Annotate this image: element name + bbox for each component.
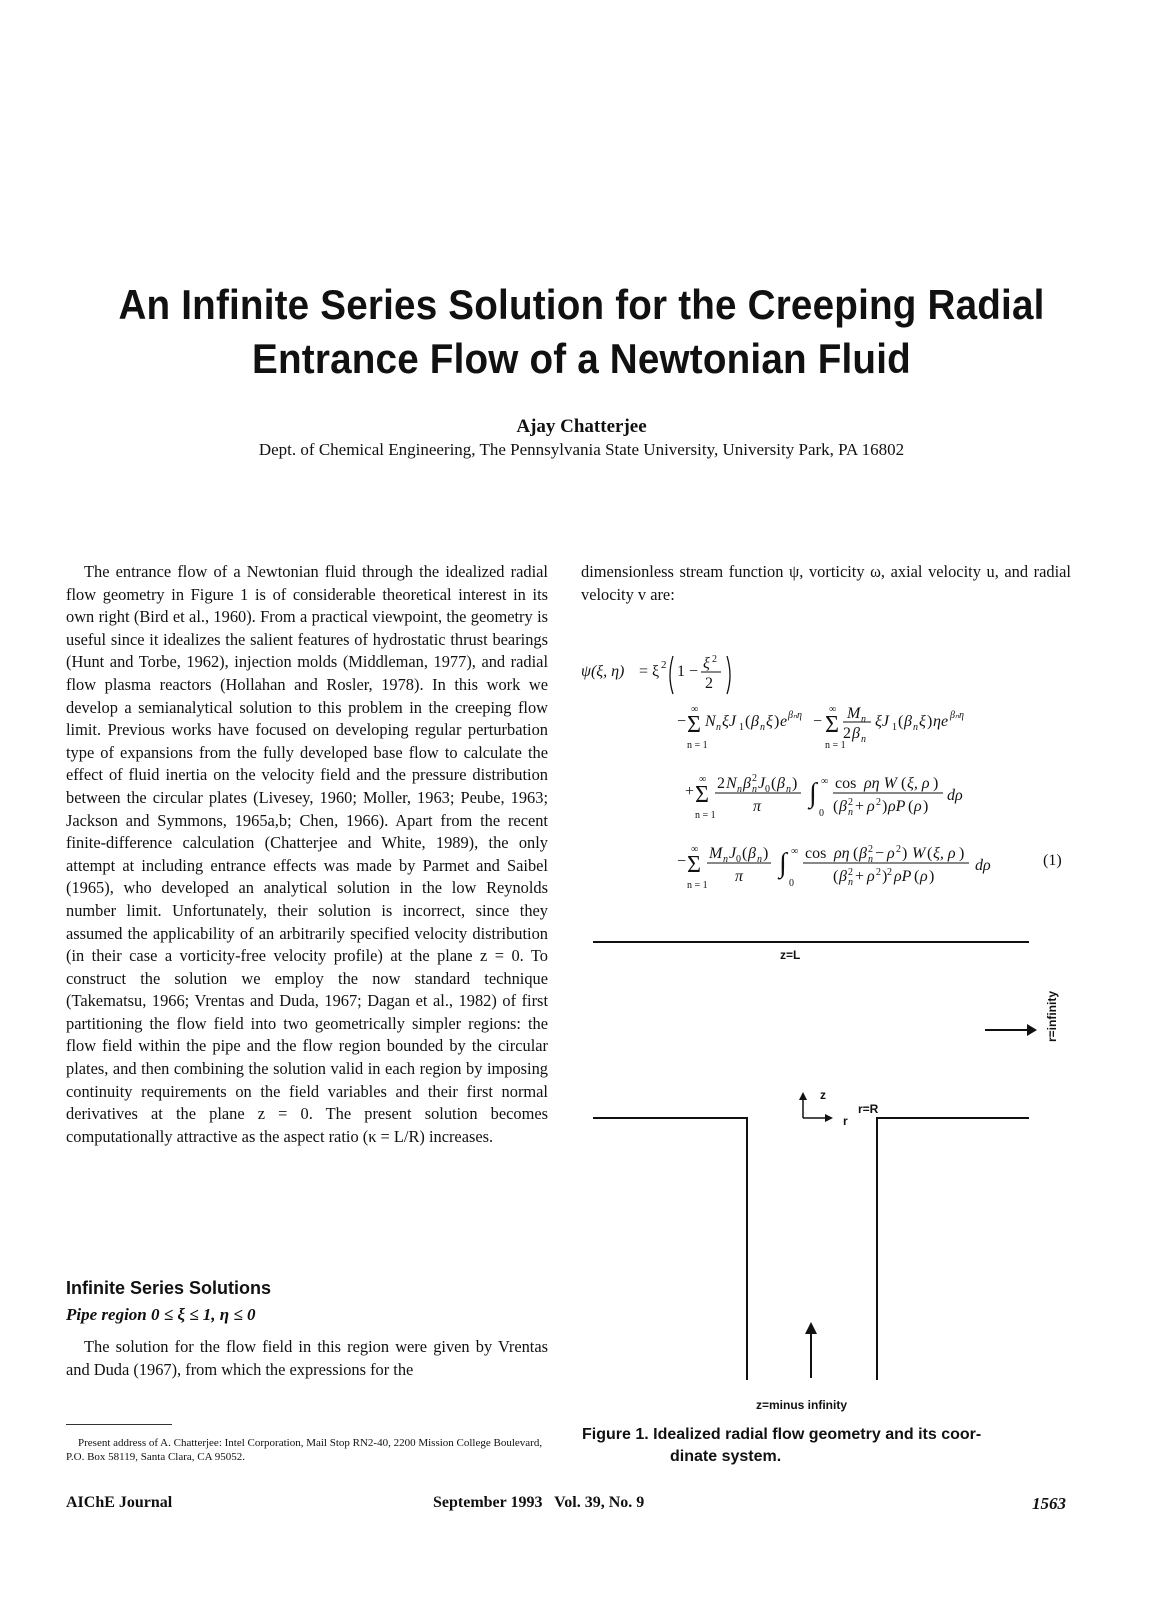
svg-text:2: 2	[876, 797, 881, 808]
footer-issue: September 1993 Vol. 39, No. 9	[433, 1494, 645, 1511]
bottom-plate-left	[593, 1118, 747, 1380]
svg-text:β: β	[859, 845, 867, 862]
svg-text:ρ: ρ	[867, 798, 875, 815]
svg-text:n = 1: n = 1	[687, 880, 708, 891]
label-r-axis: r	[843, 1114, 848, 1128]
svg-text:1: 1	[739, 722, 744, 733]
svg-text:−: −	[677, 853, 687, 870]
svg-text:β: β	[743, 775, 751, 792]
svg-text:): )	[923, 798, 929, 815]
svg-text:ξJ: ξJ	[722, 713, 736, 730]
svg-text:): )	[774, 713, 780, 730]
svg-text:n: n	[848, 807, 853, 818]
svg-text:2: 2	[876, 867, 881, 878]
svg-text:0: 0	[736, 854, 741, 865]
svg-text:2: 2	[752, 773, 757, 784]
author-name: Ajay Chatterjee	[516, 416, 647, 437]
svg-text:1 −: 1 −	[677, 663, 699, 680]
figure-caption	[582, 1424, 1072, 1468]
svg-text:ξ, ρ: ξ, ρ	[933, 845, 956, 862]
svg-text:): )	[792, 775, 798, 792]
svg-text:β: β	[777, 775, 785, 792]
svg-text:π: π	[753, 798, 762, 815]
svg-text:2: 2	[868, 844, 873, 855]
intro-paragraph: The entrance flow of a Newtonian fluid through the idealized radial flow geometry in Figure 1 is of considerable theoretical interest in its own right (Bird et al., 1960). From a practical viewpoint, the geometry is useful since it idealizes the salient features of hydrostatic thrust bearings (Hunt and Torbe, 1962), injection molds (Middleman, 1977), and radial flow plasma reactors (Hollahan and Rosler, 1978). In this work we develop a semianalytical solution to this problem in the creeping flow limit. Previous works have focused on developing regular perturbation type of expansions from the fully developed base flow to calculate the effect of fluid inertia on the velocity field and the pressure distribution between the circular plates (Livesey, 1960; Moller, 1963; Peube, 1963; Jackson and Symmons, 1965a,b; Chen, 1966). Apart from the recent finite-difference calculation (Chatterjee and White, 1989), the only attempt at including entrance effects was made by Parmet and Saibel (1965), who developed an analytical solution in the low Reynolds number limit. Unfortunately, their solution is incorrect, since they assumed the applicability of an arbitrarily specified velocity distribution (in their case a vorticity-free velocity profile) at the plane z = 0. To construct the solution we employ the now standard technique (Takematsu, 1966; Vrentas and Duda, 1967; Dagan et al., 1982) of first partitioning the flow field into two geometrically simpler regions: the flow field within the pipe and the flow region bounded by the circular plates, and then combining the solution valid in each region by imposing continuity requirements on the field variables and their first normal derivatives at the plane z = 0. The present solution becomes computationally attractive as the aspect ratio (κ = L/R) increases.	[66, 562, 548, 1146]
footnote: Present address of A. Chatterjee: Intel Corporation, Mail Stop RN2-40, 2200 Mission College Boulevard, P.O. Box 58119, Santa Clara, CA 95052.	[66, 1437, 543, 1463]
inflow-arrowhead	[805, 1322, 817, 1334]
svg-text:cos: cos	[805, 845, 827, 862]
svg-text:∞: ∞	[691, 704, 699, 715]
svg-text:Σ: Σ	[687, 712, 701, 738]
svg-text:(: (	[745, 713, 751, 730]
svg-text:ξJ: ξJ	[875, 713, 889, 730]
svg-text:β: β	[751, 713, 759, 730]
r-axis-arrowhead	[825, 1114, 833, 1122]
svg-text:2: 2	[843, 725, 851, 742]
svg-text:): )	[933, 775, 939, 792]
svg-text:2: 2	[848, 797, 853, 808]
svg-text:0: 0	[789, 878, 794, 889]
caption-line-2: dinate system.	[670, 1448, 782, 1465]
intro-section	[66, 561, 548, 1148]
svg-text:Σ: Σ	[687, 852, 701, 878]
svg-text:(: (	[853, 845, 859, 862]
footer-page-number: 1563	[1032, 1494, 1066, 1513]
z-axis-arrowhead	[799, 1092, 807, 1100]
svg-text:β: β	[839, 868, 847, 885]
svg-text:ψ(ξ, η): ψ(ξ, η)	[581, 663, 625, 680]
svg-text:n: n	[861, 734, 866, 745]
svg-text:β: β	[748, 845, 756, 862]
svg-text:2: 2	[661, 659, 667, 671]
svg-text:−: −	[813, 713, 823, 730]
svg-text:∞: ∞	[829, 704, 837, 715]
svg-text:∞: ∞	[699, 774, 707, 785]
svg-text:2: 2	[717, 775, 725, 792]
svg-text:ξ: ξ	[919, 713, 926, 730]
label-pipe-radius: r=R	[858, 1102, 879, 1116]
svg-text:): )	[882, 798, 888, 815]
svg-text:n: n	[760, 722, 765, 733]
author-affiliation: Dept. of Chemical Engineering, The Pennsylvania State University, University Park, PA 16802	[258, 440, 905, 459]
svg-text:0: 0	[819, 808, 824, 819]
svg-text:N: N	[726, 775, 737, 792]
svg-text:βₙη: βₙη	[950, 710, 964, 721]
svg-text:∫: ∫	[779, 848, 787, 879]
svg-text:= ξ: = ξ	[639, 663, 660, 680]
svg-text:n: n	[737, 784, 742, 795]
svg-text:n: n	[913, 722, 918, 733]
svg-text:β: β	[839, 798, 847, 815]
svg-text:e: e	[780, 713, 788, 730]
svg-text:): )	[927, 713, 933, 730]
svg-text:ρ: ρ	[867, 868, 875, 885]
svg-text:Σ: Σ	[695, 782, 709, 808]
svg-text:β: β	[904, 713, 912, 730]
svg-text:ρP: ρP	[888, 798, 906, 815]
svg-text:β: β	[852, 725, 860, 742]
svg-text:n: n	[723, 854, 728, 865]
svg-text:(: (	[914, 868, 920, 885]
caption-line-1: Figure 1. Idealized radial flow geometry and its coor-	[582, 1426, 982, 1443]
svg-text:π: π	[735, 868, 744, 885]
svg-text:2: 2	[887, 867, 892, 878]
label-bottom: z=minus infinity	[756, 1398, 848, 1412]
svg-text:n: n	[716, 722, 721, 733]
paper-title	[83, 278, 1079, 386]
svg-text:N: N	[705, 713, 716, 730]
right-intro-paragraph: dimensionless stream function ψ, vorticity ω, axial velocity u, and radial velocity v are:	[581, 562, 1071, 604]
svg-text:): )	[959, 845, 965, 862]
footnote-divider	[66, 1424, 172, 1425]
svg-text:ρ: ρ	[887, 845, 895, 862]
bottom-plate-right	[877, 1118, 1029, 1380]
svg-text:(: (	[908, 798, 914, 815]
svg-text:ρP: ρP	[894, 868, 912, 885]
svg-text:2: 2	[848, 867, 853, 878]
svg-text:∫: ∫	[809, 778, 817, 809]
title-line-2: Entrance Flow of a Newtonian Fluid	[252, 335, 911, 382]
svg-text:∞: ∞	[691, 844, 699, 855]
svg-text:(: (	[771, 775, 777, 792]
svg-text:n: n	[786, 784, 791, 795]
svg-text:W: W	[912, 845, 926, 862]
svg-text:ηe: ηe	[933, 713, 949, 730]
svg-text:(: (	[833, 798, 839, 815]
svg-text:2: 2	[705, 675, 713, 692]
label-z-axis: z	[820, 1088, 826, 1102]
svg-text:−: −	[677, 713, 687, 730]
svg-text:βₙη: βₙη	[788, 710, 802, 721]
svg-text:+: +	[855, 798, 865, 815]
equation-1	[581, 640, 1081, 900]
svg-text:2: 2	[896, 844, 901, 855]
svg-text:n: n	[861, 714, 866, 725]
svg-text:ξ: ξ	[703, 655, 710, 672]
label-r-infinity: r=infinity	[1045, 990, 1059, 1042]
svg-text:dρ: dρ	[975, 857, 991, 874]
svg-text:Σ: Σ	[825, 712, 839, 738]
outflow-arrowhead	[1027, 1024, 1037, 1036]
svg-text:(: (	[927, 845, 933, 862]
svg-text:cos: cos	[835, 775, 857, 792]
svg-text:ξ: ξ	[766, 713, 773, 730]
equation-number: (1)	[1043, 852, 1062, 869]
svg-text:J: J	[729, 845, 737, 862]
svg-text:dρ: dρ	[947, 787, 963, 804]
svg-text:M: M	[709, 845, 723, 862]
svg-text:n = 1: n = 1	[687, 740, 708, 751]
svg-text:(: (	[901, 775, 907, 792]
svg-text:+: +	[685, 783, 695, 800]
svg-text:ρ: ρ	[914, 798, 922, 815]
section-heading: Infinite Series Solutions	[66, 1278, 272, 1298]
svg-text:ρη: ρη	[834, 845, 850, 862]
subsection-heading: Pipe region 0 ≤ ξ ≤ 1, η ≤ 0	[66, 1305, 256, 1324]
svg-text:n: n	[868, 854, 873, 865]
svg-text:): )	[763, 845, 769, 862]
title-line-1: An Infinite Series Solution for the Creeping Radial	[118, 281, 1045, 328]
svg-text:): )	[929, 868, 935, 885]
svg-text:M: M	[847, 705, 861, 722]
svg-text:1: 1	[892, 722, 897, 733]
svg-text:∞: ∞	[821, 776, 829, 787]
svg-text:∞: ∞	[791, 846, 799, 857]
svg-text:): )	[882, 868, 888, 885]
svg-text:2: 2	[712, 654, 717, 665]
svg-text:ρ: ρ	[920, 868, 928, 885]
svg-text:(: (	[833, 868, 839, 885]
svg-text:ρη W: ρη W	[864, 775, 897, 792]
svg-text:ξ, ρ: ξ, ρ	[907, 775, 930, 792]
footer-journal: AIChE Journal	[66, 1494, 173, 1511]
svg-text:n = 1: n = 1	[825, 740, 846, 751]
svg-text:−: −	[875, 845, 885, 862]
pipe-paragraph: The solution for the flow field in this region were given by Vrentas and Duda (1967), from which the expressions for the	[66, 1337, 548, 1379]
svg-text:+: +	[855, 868, 865, 885]
svg-text:(: (	[742, 845, 748, 862]
figure-1	[581, 930, 1071, 1410]
label-top-plate: z=L	[780, 948, 801, 962]
svg-text:J: J	[758, 775, 766, 792]
svg-text:): )	[902, 845, 908, 862]
svg-text:(: (	[898, 713, 904, 730]
svg-text:n: n	[757, 854, 762, 865]
svg-text:n: n	[848, 877, 853, 888]
svg-text:0: 0	[765, 784, 770, 795]
svg-text:n = 1: n = 1	[695, 810, 716, 821]
svg-text:n: n	[752, 784, 757, 795]
